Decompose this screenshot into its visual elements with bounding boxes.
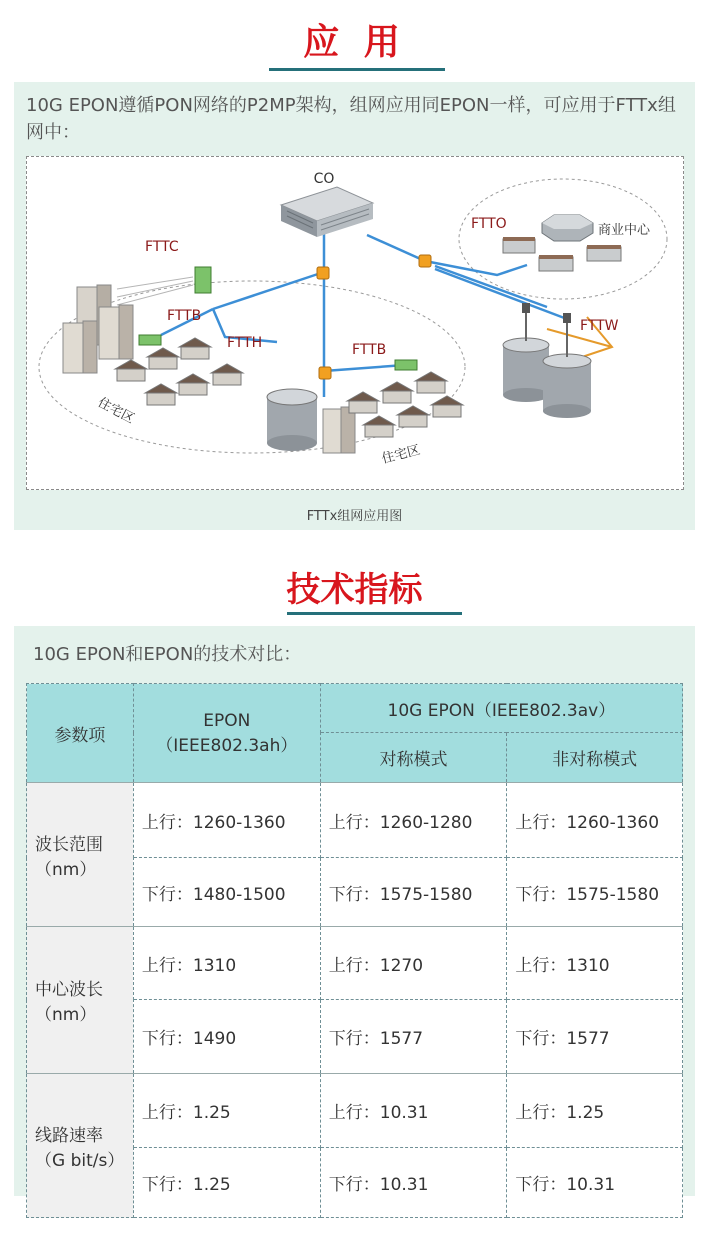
- label-business-center: 商业中心: [598, 223, 651, 238]
- label-fttc: FTTC: [145, 239, 179, 255]
- param-name: 线路速率: [35, 1125, 103, 1146]
- fttb-onu-mid: [395, 360, 417, 370]
- section-title-application: 应 用: [303, 22, 406, 63]
- param-cell: [27, 927, 134, 1074]
- section-rule: [269, 68, 445, 71]
- epon-cell: 上行：1.25: [133, 1074, 320, 1148]
- sym-cell: 下行：1577: [320, 1000, 507, 1074]
- label-ftth: FTTH: [227, 335, 263, 351]
- epon-cell: 上行：1310: [133, 927, 320, 1000]
- apartment-blocks-center: [323, 407, 355, 453]
- section-rule: [287, 612, 462, 615]
- sym-cell: 下行：1575-1580: [320, 858, 507, 927]
- diagram-caption: FTTx组网应用图: [306, 509, 403, 524]
- section-title-specs: 技术指标: [286, 570, 423, 610]
- houses-right: [347, 372, 463, 437]
- header-symmetric: 对称模式: [320, 733, 507, 783]
- asym-cell: 下行：10.31: [507, 1148, 683, 1218]
- header-epon-standard: （IEEE802.3ah）: [156, 735, 298, 756]
- asym-cell: 上行：1.25: [507, 1074, 683, 1148]
- fttc-cabinet: [195, 267, 211, 293]
- co-building: [281, 187, 373, 237]
- param-unit: （nm）: [35, 1005, 97, 1025]
- label-fttb-left: FTTB: [167, 308, 202, 324]
- label-residential-right: 住宅区: [380, 442, 422, 467]
- header-10g-epon: 10G EPON（IEEE802.3av）: [320, 684, 682, 733]
- fttb-onu-left: [139, 335, 161, 345]
- param-unit: （G bit/s）: [35, 1150, 125, 1171]
- apartment-blocks-left: [63, 285, 133, 373]
- fttx-diagram: [26, 156, 684, 490]
- sym-cell: 下行：10.31: [320, 1148, 507, 1218]
- fttc-drop-lines: [117, 277, 193, 305]
- application-intro: 10G EPON遵循PON网络的P2MP架构，组网应用同EPON一样，可应用于FTTx组网中：: [26, 95, 676, 143]
- header-epon-name: EPON: [203, 710, 251, 731]
- round-tower-center: [267, 389, 317, 451]
- header-asymmetric: 非对称模式: [507, 733, 683, 783]
- asym-cell: 下行：1575-1580: [507, 858, 683, 927]
- label-co: CO: [313, 171, 335, 187]
- epon-cell: 上行：1260-1360: [133, 783, 320, 858]
- comparison-table: [26, 683, 683, 1218]
- param-cell: [27, 783, 134, 927]
- label-fttb-mid: FTTB: [352, 342, 387, 358]
- sym-cell: 上行：1260-1280: [320, 783, 507, 858]
- table-row: [27, 1074, 683, 1148]
- label-residential-left: 住宅区: [95, 395, 137, 427]
- asym-cell: 上行：1310: [507, 927, 683, 1000]
- fttw-tower-1: [503, 303, 549, 402]
- param-unit: （nm）: [35, 859, 97, 880]
- sym-cell: 上行：1270: [320, 927, 507, 1000]
- param-name: 波长范围: [35, 834, 103, 855]
- epon-cell: 下行：1490: [133, 1000, 320, 1074]
- label-ftto: FTTO: [471, 216, 507, 232]
- houses-left: [115, 338, 243, 405]
- header-epon: [133, 684, 320, 783]
- asym-cell: 上行：1260-1360: [507, 783, 683, 858]
- param-cell: [27, 1074, 134, 1218]
- table-row: [27, 783, 683, 858]
- epon-cell: 下行：1.25: [133, 1148, 320, 1218]
- param-name: 中心波长: [35, 980, 103, 1000]
- specs-intro: 10G EPON和EPON的技术对比：: [33, 644, 302, 665]
- epon-cell: 下行：1480-1500: [133, 858, 320, 927]
- label-fttw: FTTW: [580, 318, 619, 334]
- asym-cell: 下行：1577: [507, 1000, 683, 1074]
- sym-cell: 上行：10.31: [320, 1074, 507, 1148]
- fttx-network-svg: [27, 157, 683, 489]
- header-param: 参数项: [27, 684, 134, 783]
- table-row: [27, 927, 683, 1000]
